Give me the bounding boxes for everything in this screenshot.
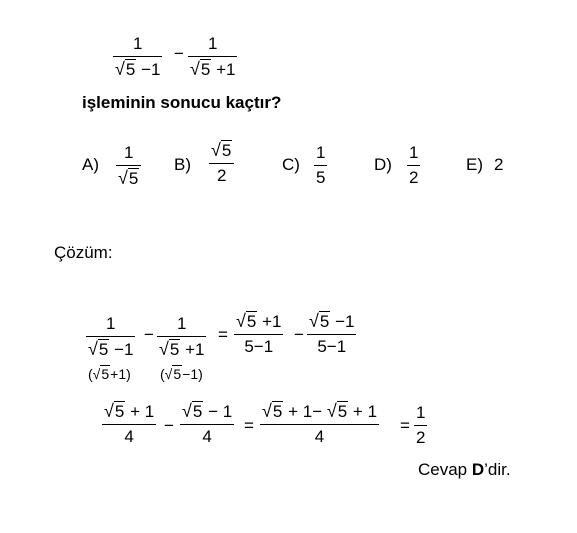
numerator: 1 [409, 143, 419, 162]
denominator: 4 [124, 427, 134, 446]
fraction-bar [260, 424, 379, 425]
denominator: √5 +1 [159, 339, 205, 359]
option-b-label: B) [174, 155, 191, 174]
numerator: 1 [123, 143, 134, 162]
denominator: 4 [314, 427, 325, 446]
denominator: 4 [202, 427, 212, 446]
fraction-bar [414, 425, 427, 426]
option-a-fraction [116, 143, 141, 189]
solution-heading: Çözüm: [54, 243, 113, 262]
denominator: 5−1 [317, 337, 347, 356]
option-e-value: 2 [494, 155, 504, 174]
numerator: √5 + 1 [104, 401, 155, 421]
fraction-bar [86, 336, 135, 337]
minus-sign: − [294, 325, 304, 344]
fraction-bar [307, 334, 356, 335]
equals-sign: = [400, 416, 410, 435]
denominator: 2 [416, 428, 426, 447]
equals-sign: = [218, 325, 228, 344]
denominator: √5 [118, 168, 139, 188]
equals-sign: = [244, 416, 254, 435]
option-c-fraction [314, 143, 327, 188]
option-c-label: C) [282, 155, 300, 174]
fraction-bar [407, 165, 420, 166]
question-fraction-2 [188, 34, 237, 80]
numerator: √5 +1 [236, 311, 282, 331]
solution-l1-fraction-3 [234, 311, 283, 357]
numerator: 1 [208, 34, 218, 53]
multiplier-1: (√5+1) [88, 366, 131, 382]
solution-l2-fraction-3 [260, 401, 379, 447]
denominator: 5 [316, 168, 326, 187]
fraction-bar [116, 165, 141, 166]
multiplier-2: (√5−1) [160, 366, 203, 382]
denominator: 2 [409, 168, 419, 187]
option-e-label: E) [466, 155, 483, 174]
numerator: 1 [416, 403, 426, 422]
option-b-fraction [209, 140, 234, 186]
fraction-bar [113, 56, 162, 57]
numerator: 1 [106, 314, 116, 333]
denominator: √5 −1 [115, 59, 161, 79]
fraction-bar [102, 424, 156, 425]
denominator: 5−1 [244, 337, 274, 356]
fraction-bar [157, 336, 206, 337]
question-fraction-1 [113, 34, 162, 80]
denominator: 2 [216, 166, 227, 185]
fraction-bar [188, 56, 237, 57]
solution-l2-fraction-1 [102, 401, 156, 447]
minus-sign: − [164, 416, 174, 435]
numerator: √5 − 1 [182, 401, 233, 421]
denominator: √5 −1 [88, 339, 134, 359]
option-a-label: A) [82, 155, 99, 174]
fraction-bar [234, 334, 283, 335]
solution-l2-fraction-2 [180, 401, 234, 447]
minus-sign: − [174, 44, 184, 63]
option-d-fraction [407, 143, 420, 188]
numerator: 1 [177, 314, 187, 333]
question-text: işleminin sonucu kaçtır? [82, 93, 282, 112]
denominator: √5 +1 [190, 59, 236, 79]
solution-l1-fraction-1 [86, 314, 135, 360]
fraction-bar [314, 165, 327, 166]
minus-sign: − [144, 325, 154, 344]
fraction-bar [209, 163, 234, 164]
solution-l2-fraction-4 [414, 403, 427, 448]
numerator: √5 −1 [309, 311, 355, 331]
numerator: √5 [211, 140, 232, 160]
option-d-label: D) [374, 155, 392, 174]
solution-l1-fraction-4 [307, 311, 356, 357]
numerator: 1 [316, 143, 326, 162]
numerator: √5 + 1− √5 + 1 [262, 401, 378, 421]
solution-l1-fraction-2 [157, 314, 206, 360]
answer-text: Cevap D’dir. [418, 460, 511, 479]
fraction-bar [180, 424, 234, 425]
numerator: 1 [133, 34, 143, 53]
